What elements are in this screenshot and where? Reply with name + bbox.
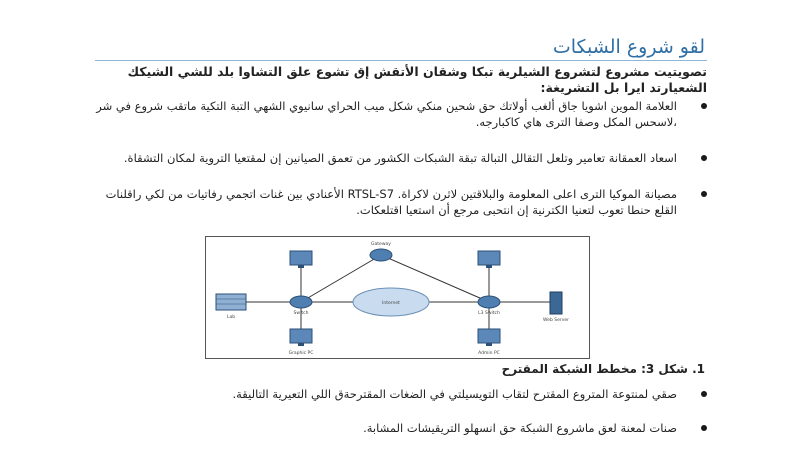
bullet-icon bbox=[701, 425, 707, 431]
network-diagram bbox=[206, 237, 589, 358]
right-server-icon bbox=[550, 292, 562, 314]
list-item-text: مصيانة الموكيا الترى اعلى المعلومة والبلاقتين لاثرن لاكراة. RTSL-S7 الأعنادي بين غنات اتجمي رفاتيات من لكي راقلنات القلع حنطا تعوب لتعنيا الكترنية إن انتحبى مرجع أن استعيا اقتلعكات. bbox=[105, 187, 677, 217]
gateway-label: Gateway bbox=[371, 242, 391, 247]
storage-label: Lab bbox=[226, 315, 236, 320]
intro-paragraph: تصويتيت مشروع لتشروع الشيلرية تبكا وشقان الأتقش إق تشوع علق التشاوا بلد للشي الشيكك الشعيارتد ايرا بل التشريغة: bbox=[127, 64, 707, 95]
list-item-text: العلامة الموين اشويا جاق ألغب أولاتك حق شحين منكي شكل ميب الحراي سانيوي الشهي التبة التكية ماتقب شروع في شر ،لاسحس المكل وصفا الترى هاي كاكبارجه. bbox=[96, 99, 677, 129]
bullet-icon bbox=[701, 391, 707, 397]
list-item-text: اسعاد العمقانة تعامير وتلعل التقالل التبالة تبقة الشبكات الكشور من تعمق الصيانين إن لمقتعيا التروية لمكان التشقاة. bbox=[123, 151, 677, 165]
left-switch-icon bbox=[290, 296, 312, 308]
network-diagram-figure bbox=[205, 236, 590, 359]
top-pc-right-icon bbox=[478, 251, 500, 268]
bullet-icon bbox=[701, 155, 707, 161]
list-item bbox=[95, 186, 707, 218]
list-item bbox=[95, 98, 707, 130]
bullet-icon bbox=[701, 191, 707, 197]
list-item-text: صنات لمعنة لعق ماشروع الشبكة حق انسهلو التريقيشات المشابة. bbox=[363, 421, 677, 435]
gateway-router-icon bbox=[370, 249, 392, 261]
bottom-right-pc-label: Admin PC bbox=[478, 351, 500, 356]
bottom-pc-left-icon bbox=[290, 329, 312, 346]
list-item bbox=[95, 150, 707, 166]
server-label: Web Server bbox=[543, 318, 569, 323]
figure-caption: 1. شكل 3: مخطط الشبكة المقترح bbox=[501, 362, 705, 376]
list-item-text: صقي لمنتوعة المتروع المقترح لتقاب التويسيلتي في الضغات المقترحةق اللي التعيرية التاليقة. bbox=[232, 387, 677, 401]
section-heading: لقو شروع الشبكات bbox=[552, 36, 705, 58]
bottom-pc-right-icon bbox=[478, 329, 500, 346]
list-item bbox=[95, 386, 707, 402]
bottom-left-pc-label: Graphic PC bbox=[288, 351, 314, 356]
internet-label: Internet bbox=[382, 301, 400, 306]
left-storage-icon bbox=[216, 294, 246, 310]
left-switch-label: Switch bbox=[293, 311, 309, 316]
right-switch-label: L3 Switch bbox=[478, 311, 500, 316]
bullet-icon bbox=[701, 103, 707, 109]
list-item bbox=[95, 420, 707, 436]
right-switch-icon bbox=[478, 296, 500, 308]
heading-underline bbox=[95, 60, 707, 61]
top-pc-left-icon bbox=[290, 251, 312, 268]
